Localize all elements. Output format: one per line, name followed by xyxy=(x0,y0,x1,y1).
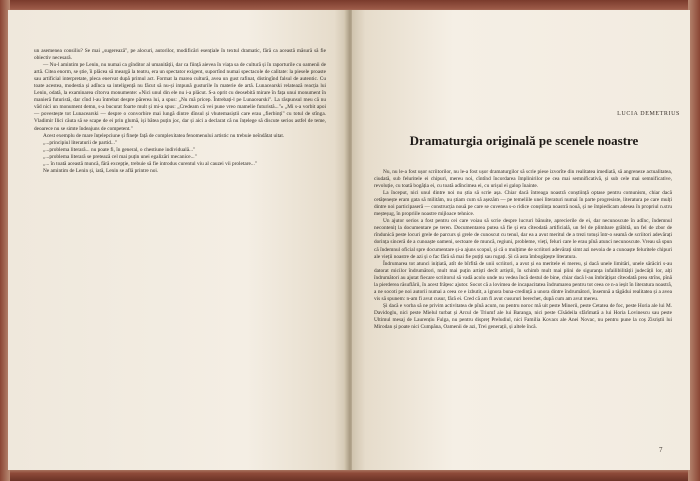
left-page xyxy=(8,10,348,470)
left-paragraph: Acest exemplu de mare înțelepciune și fineţe față de complexitatea fenomenului artistic nu trebuie neîndătat uitat. xyxy=(43,132,285,139)
article-title: Dramaturgia originală pe scenele noastre xyxy=(409,133,639,148)
left-page-text xyxy=(34,48,326,175)
right-paragraph: Îndrumarea tot atunci inițiată, atît de bîrfită de unii scriitori, a avut și ea meritele ei mereu, și dacă unele limitări, unele sărăciri s-au datorat micilor îndrumători, mult mai puțin artiști decît artiștii, în schimb mult mai plini de siguranța infailibilității judecății lor, alți îndrumători au ajutat fiecare scriitorul să vadă acolo unde nu vedea încă destul de bine, chiar dacă l-au îmbrățișat cîteodată prea strîns, pînă la pierderea răsuflării, în acest frățesc ajutor. Socot că a lovimea de incapacitatea îndrumarea pentru tot ceea ce n-a ieșit în literatura noastră, a ne socoti pe noi autorii numai a ceea ce e izbutit, a ignora buna-credință a unora dintre îndrumători, însemnă a tăgădui realitatea și a avea vis să spunem: n-am fi avut cusur, fără ei. Cred că am fi avut cusururi berechet, după cum am avut mereu. xyxy=(374,260,672,302)
left-paragraph: un asemenea consiliu? Se mai „sugerează", pe alocuri, autorilor, modificări esențiale în textul dramatic, fără ca această măsură să fie obiectiv necesară. xyxy=(34,48,326,62)
left-quote: „...principiul literaturii de partid..." xyxy=(43,139,118,146)
left-quote: „...problema literară se pretează cel mai puțin unei egalizări mecanice..." xyxy=(43,153,197,160)
page-number: 7 xyxy=(659,446,663,454)
right-page-text xyxy=(374,169,672,331)
right-paragraph: La început, nici unul dintre noi nu știa să scrie așa. Chiar dacă întreaga noastră conștiință optase pentru comunism, chiar dacă cetățenește eram gata să militâm, nu știam cum să așezăm — pe temeliile unei literaturi numai în parte progresiste, literatura pe care mulți dintre noi participaseră — construcția nouă pe care se cuvenea s-o ridice conștiința noastră nouă, și ne împiedicam adesea în propriul n.stru meșteșug, în propriile noastre mijloace tehnice. xyxy=(374,190,672,218)
author-name: LUCIA DEMETRIUS xyxy=(617,111,680,117)
left-paragraph: Ne amintim de Lenin și, iată, Lenin se află printre noi. xyxy=(43,167,159,174)
left-paragraph: — Nu-l amintim pe Lenin, nu numai ca gînditor al umanității, dar ca ființă aievea în viața sa de cultură și în raporturile cu oamenii de artă. Citea enorm, se știe, îi plăcea să meargă la teatru, era un spectator exigent, suportînd numai spectacole de calitate: la piesele proaste sau artificial interpretate, pleca enervat după primul act. Format la marea cultură, avea un gust rafinat, distingînd falsul de autentic. Cu toate acestea, modestia și adînca sa inteligență nu făcut să nu-și impună gusturile în materie de artă. Lunacearski relatează reacția lui Lenin, odată, la examinarea cîtorva monumente: «Nici unul din ele nu i-a plăcut. S-a oprit cu deosebită mirare în fața unui monument în manieră futuristă, dar cînd l-au întrebat despre părerea lui, a spus: „Nu mă pricep. Întrebați-l pe Lunacearski". La răspunsul meu că nu văd nici un monument demn, s-a bucurat foarte mult și mi-a spus: „Credeam că vei pune vreo mamelie futuristă..."» „Mi s-a vorbit apoi — povestește tot Lunacearski — despre o convorbire mai lungă dintre dînsul și vhutemasiștii care erau „fierbinți" cu totul de stînga. Vladimir Ilici căuta să se scape de ei prin glumă, iși bătea puțin joc, dar și aici a declarat că nu înțelege să discute serios astfel de teme, deoarece nu se simte îndeajuns de competent." xyxy=(34,62,326,132)
right-paragraph: Un ajutor serios a fost pentru cei care voiau să scrie despre lucruri bănuite, aprecierile de ei, dar necunoscute în adînc, îndemnul neconteniț la documentare pe teren. Documentarea putea să fie și era cîteodată artificială, un fel de plimbare grăbită, un fel de zbor de rîndunică peste locuri grele de parcurs și grele de cunoscut cu tenul, dar ea a avut meritul de a trezi totuși într-o seamă de scriitori adevărați dorința sinceră de a cunoaște oameni, sectoare de muncă, regiuni, probleme, vieți, feluri care le erau pînă atunci necunoscute. Vreau să spun că îndemnul oficial spre documentare și-a ajuns scopul, și că o mulțime de scriitori adevărați simt azi nevoia de a cunoaște feluritele chipuri ale vieții noastre de azi și o fac fără să mai fie puțiți sau rugați. Și că asta îmbogățește literatura. xyxy=(374,218,672,260)
left-quote: „...problema literară... nu poate fi, în general, o chestiune individuală..." xyxy=(43,146,196,153)
left-quote: „... în toată această muncă, fără excepție, trebuie să fie introdus curentul viu al cauzei vii proletare..." xyxy=(43,160,257,167)
right-page xyxy=(352,10,690,470)
right-paragraph: Nu, nu le-a fost ușor scriitorilor, nu le-a fost ușor dramaturgilor să scrie piese izvorîte din realitatea imediată, să angreneze actualitatea, ciudată, sub feluritele ei chipuri, mereu noi, cîntînd încordarea împlinirilor pe cea mai semnificativă, și sub cele mai semnificative, revoluție, cu toată bogăția ei, cu toată adîncimea ei, cu urișul ei galop înainte. xyxy=(374,169,672,190)
right-paragraph: Și dacă e vorba să ne privim activitatea de pînă acum, nu pentru noroc mă uit peste Minerii, peste Cetatea de foc, peste Horia ale lui M. Davidoglu, nici peste Mielul turbat și Arcul de Triumf ale lui Baranga, nici peste Cîsădeila sfărîmată a lui Horia Lovinescu sau peste Ultimul mesaj de Laurențiu Fulga, nu pentru dispreț Preludiul, nici Familia Kovacs ale Anei Novac, nu pentru pune la coș Zisriștii lui Mirodan și poate nici Cumpăna, Oamenii de azi, Trei generații, și altele încă. xyxy=(374,302,672,331)
